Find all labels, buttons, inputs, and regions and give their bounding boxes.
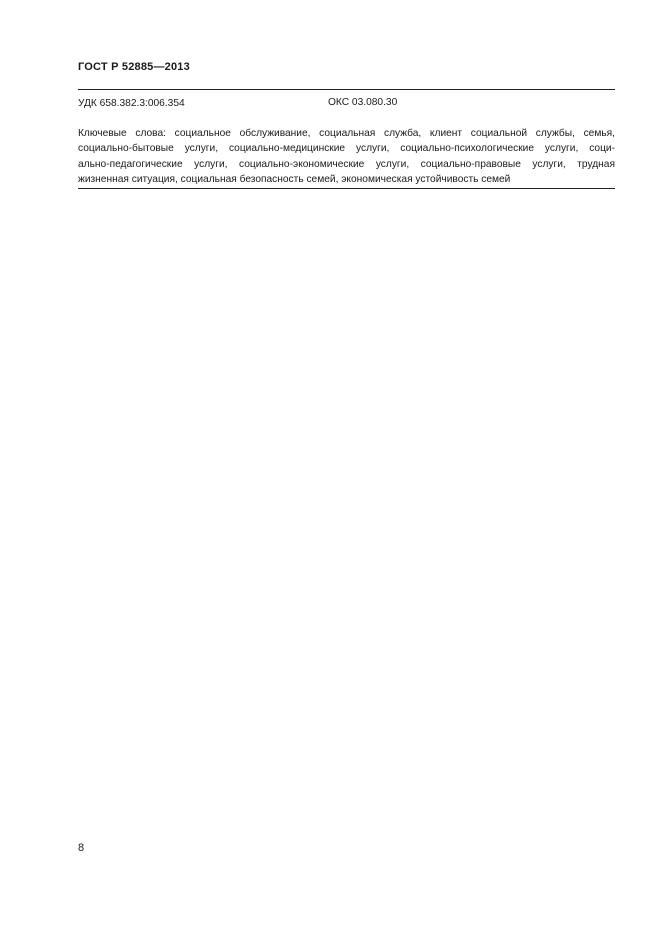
top-divider — [78, 89, 615, 90]
udk-code: УДК 658.382.3:006.354 — [78, 98, 185, 109]
oks-code: ОКС 03.080.30 — [328, 97, 398, 108]
keywords-line: социально-бытовые услуги, социально-медицинские услуги, социально-психологические услуги, соци- — [78, 143, 615, 155]
standard-designation: ГОСТ Р 52885—2013 — [78, 61, 190, 73]
bottom-divider — [78, 188, 615, 189]
keywords-line: жизненная ситуация, социальная безопасность семей, экономическая устойчивость семей — [78, 174, 511, 186]
keywords-line: ально-педагогические услуги, социально-экономические услуги, социально-правовые услуги, трудная — [78, 158, 615, 170]
page-number: 8 — [78, 842, 85, 854]
keywords-line: Ключевые слова: социальное обслуживание, социальная служба, клиент социальной службы, семья, — [78, 128, 615, 139]
keywords-block — [78, 126, 615, 188]
